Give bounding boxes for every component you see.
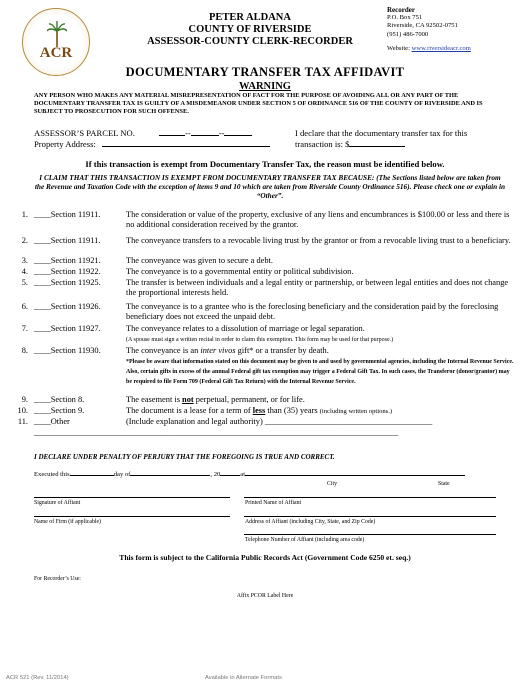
day-of-label: day of xyxy=(113,471,131,478)
signature-field[interactable] xyxy=(34,497,230,498)
header-name: PETER ALDANA xyxy=(209,12,291,23)
recorder-phone: (951) 486-7000 xyxy=(387,30,429,38)
recorder-use-label: For Recorder’s Use: xyxy=(34,576,81,582)
form-title: DOCUMENTARY TRANSFER TAX AFFIDAVIT xyxy=(125,65,405,79)
year-label: , 20 xyxy=(210,471,221,478)
item-section[interactable]: ____Section 8. xyxy=(34,395,85,404)
header-county: COUNTY OF RIVERSIDE xyxy=(188,24,312,35)
executed-year-field[interactable] xyxy=(220,475,240,476)
recorder-contact xyxy=(387,6,471,53)
item-description: The conveyance is to a governmental entity or political subdivision. xyxy=(126,267,354,276)
item-description: The conveyance is to a grantee who is the foreclosing beneficiary and the consideration paid by the foreclosing beneficiary does not exceed the unpaid debt. xyxy=(126,302,499,321)
other-explanation-field[interactable]: (Include explanation and legal authority) ________________________________________ xyxy=(126,417,433,426)
gift-tax-note: *Please be aware that information stated on this document may be given to and used by governmental agencies, including the Internal Revenue Service. Also, certain gifts in excess of the annual Federal gift tax exemption may trigger a Federal Gift Tax. In such cases, the Transferor (donor/grantor) may be required to file Form 709 (Federal Gift Tax Return) with the Internal Revenue Service. xyxy=(126,359,514,385)
item-section[interactable]: ____Section 9. xyxy=(34,406,85,415)
header-block xyxy=(120,12,380,48)
item-section[interactable]: ____Section 11930. xyxy=(34,346,101,355)
tax-declare xyxy=(295,128,467,150)
firm-field[interactable] xyxy=(34,516,230,517)
alternate-formats: Available in Alternate Formats xyxy=(205,675,282,681)
website-label: Website: xyxy=(387,44,410,52)
parcel-row xyxy=(34,128,252,138)
item-section[interactable]: ____Section 11911. xyxy=(34,236,101,245)
firm-label: Name of Firm (if applicable) xyxy=(34,519,101,525)
exempt-note: If this transaction is exempt from Documentary Transfer Tax, the reason must be identified below. xyxy=(85,159,445,169)
header-office: ASSESSOR-COUNTY CLERK-RECORDER xyxy=(147,36,353,47)
palm-tree-icon xyxy=(47,21,67,47)
other-line[interactable]: _______________________________________________________________________________________ xyxy=(34,428,399,437)
executed-row xyxy=(34,471,465,478)
recorder-label: Recorder xyxy=(387,6,415,14)
item-description: The easement is not perpetual, permanent, or for life. xyxy=(126,395,305,404)
item-section[interactable]: ____Section 11922. xyxy=(34,267,101,276)
executed-place-field[interactable] xyxy=(245,475,465,476)
item-7-note: (A spouse must sign a written recital in order to claim this exemption. This form may be used for that purpose.) xyxy=(126,337,394,343)
address-row xyxy=(34,139,270,149)
affiant-address-label: Address of Affiant (including City, State, and Zip Code) xyxy=(245,519,376,525)
pcor-label: Affix PCOR Label Here xyxy=(236,593,294,599)
item-description: The consideration or value of the property, exclusive of any liens and encumbrances is $100.00 or less and there is no additional consideration received by the grantor. xyxy=(126,210,510,229)
item-description: The conveyance relates to a dissolution of marriage or legal separation. (A spouse must sign a written recital in order to claim this exemption. This form may be used for that purpose.) xyxy=(126,324,394,343)
parcel-field-3[interactable] xyxy=(224,135,252,136)
perjury-declaration: I DECLARE UNDER PENALTY OF PERJURY THAT THE FOREGOING IS TRUE AND CORRECT. xyxy=(34,453,335,461)
executed-month-field[interactable] xyxy=(130,475,210,476)
claim-block xyxy=(34,173,506,200)
executed-label: Executed this xyxy=(34,471,70,478)
recorder-box: P.O. Box 751 xyxy=(387,14,423,22)
item-description: The document is a lease for a term of less than (35) years (including written options.) xyxy=(126,406,393,415)
state-label: State xyxy=(438,481,450,487)
website-link[interactable]: www.riversideacr.com xyxy=(411,44,471,52)
phone-field[interactable] xyxy=(244,534,496,535)
printed-name-label: Printed Name of Affiant xyxy=(245,500,302,506)
item-section[interactable]: ____Section 11911. xyxy=(34,210,101,219)
transaction-text: transaction is: $ xyxy=(295,139,350,149)
claim-text: Sections listed below are taken from the Revenue and Taxation Code with the exception of items 9 and 10 which are taken from Riverside County Ordinance 516). Please check one or explain in “Other”. xyxy=(34,173,506,200)
claim-title: I CLAIM THAT THIS TRANSACTION IS EXEMPT FROM DOCUMENTARY TRANSFER TAX BECAUSE: (The xyxy=(39,173,391,182)
item-section[interactable]: ____Section 11921. xyxy=(34,256,101,265)
tax-amount-field[interactable] xyxy=(349,146,405,147)
declare-text: I declare that the documentary transfer tax for this xyxy=(295,128,468,138)
item-section[interactable]: ____Section 11926. xyxy=(34,302,101,311)
item-description: The conveyance transfers to a revocable living trust by the grantor or from a revocable living trust to a beneficiary. xyxy=(126,236,511,245)
phone-label: Telephone Number of Affiant (including area code) xyxy=(245,537,365,543)
signature-label: Signature of Affiant xyxy=(34,500,81,506)
warning-text: ANY PERSON WHO MAKES ANY MATERIAL MISREPRESENTATION OF FACT FOR THE PURPOSE OF AVOIDING ALL OR ANY PART OF THE DOCUMENTARY TRANSFER TAX IS GUILTY OF A MISDEMEANOR UNDER SECTION 5 OF ORDINANCE 516 OF THE COUNTY OF RIVERSIDE AND IS SUBJECT TO PROSECUTION FOR SUCH OFFENSE. xyxy=(34,92,483,115)
form-number: ACR 521 (Rev. 11/2014) xyxy=(6,675,69,681)
parcel-sep-2: -- xyxy=(218,128,225,138)
warning-title: WARNING xyxy=(239,81,291,92)
parcel-field-1[interactable] xyxy=(159,135,185,136)
item-section[interactable]: ____Section 11927. xyxy=(34,324,101,333)
item-description: The conveyance is an inter vivos gift* or a transfer by death. *Please be aware that information stated on this document may be given to and used by governmental agencies, including the Internal Revenue Service. Also, certain gifts in excess of the annual Federal gift tax exemption may trigger a Federal Gift Tax. In such cases, the Transferor (donor/grantor) may be required to file Form 709 (Federal Gift Tax Return) with the Internal Revenue Service. xyxy=(126,346,514,385)
city-label: City xyxy=(327,481,337,487)
at-label: at xyxy=(240,471,246,478)
parcel-sep-1: -- xyxy=(185,128,191,138)
parcel-field-2[interactable] xyxy=(191,135,219,136)
recorder-city: Riverside, CA 92502-0751 xyxy=(387,22,458,30)
address-field[interactable] xyxy=(102,146,270,147)
item-description: The conveyance was given to secure a debt. xyxy=(126,256,273,265)
public-records-note: This form is subject to the California Public Records Act (Government Code 6250 et. seq.) xyxy=(119,553,411,562)
affiant-address-field[interactable] xyxy=(244,516,496,517)
parcel-label: ASSESSOR’S PARCEL NO. xyxy=(34,128,135,138)
seal-acr-text: ACR xyxy=(39,45,73,61)
item-section[interactable]: ____Other xyxy=(34,417,70,426)
executed-day-field[interactable] xyxy=(70,475,114,476)
printed-name-field[interactable] xyxy=(244,497,496,498)
address-label: Property Address: xyxy=(34,139,96,149)
item-description: The transfer is between individuals and a legal entity or partnership, or between legal entities and does not change the proportional interests held. xyxy=(126,278,509,297)
item-section[interactable]: ____Section 11925. xyxy=(34,278,101,287)
